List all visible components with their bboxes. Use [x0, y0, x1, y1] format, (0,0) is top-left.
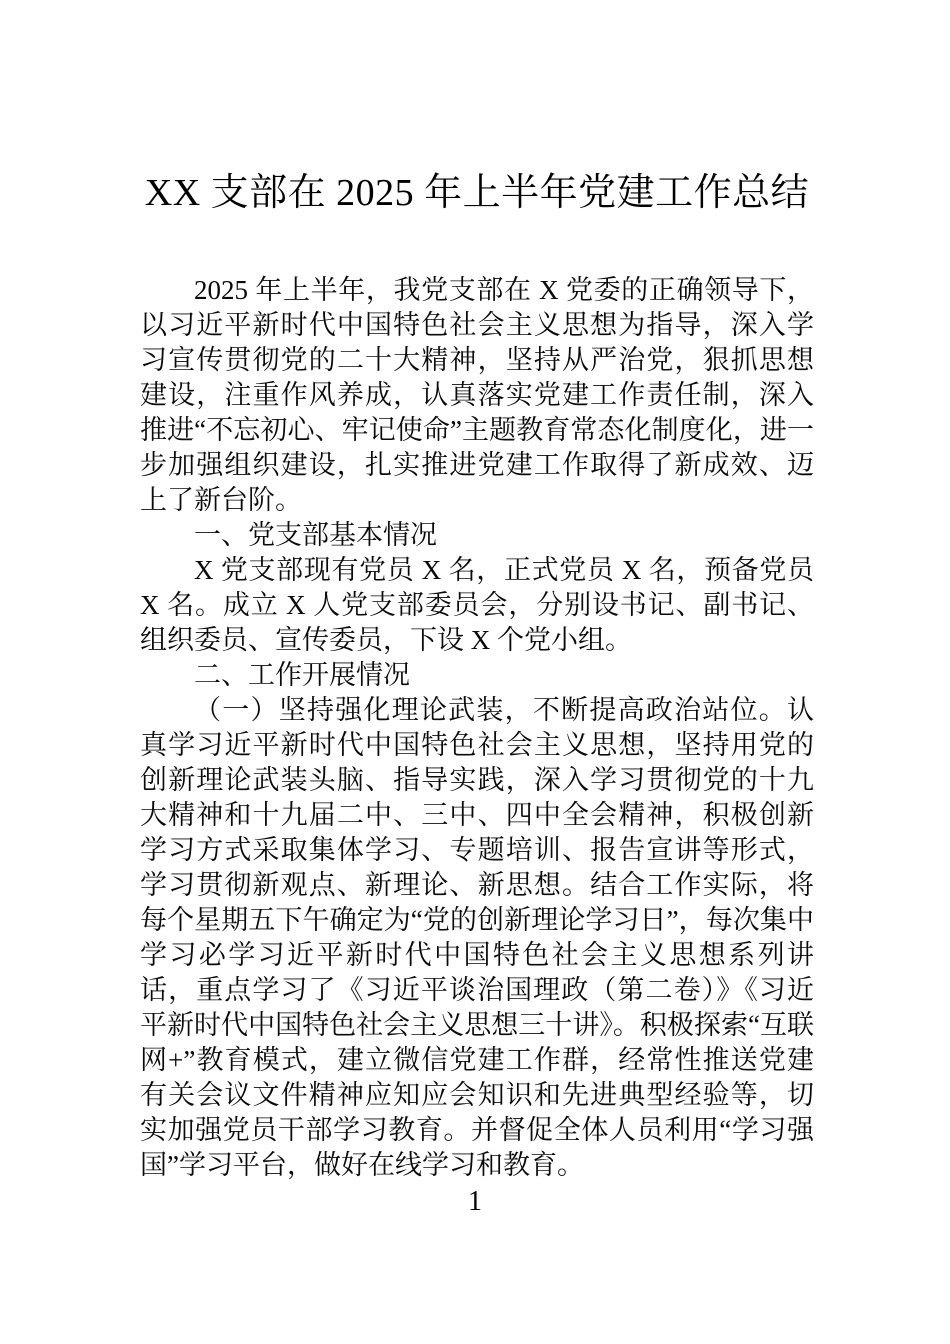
section-heading-work-progress: 二、工作开展情况: [194, 660, 410, 690]
page-number: 1: [468, 1186, 482, 1217]
document-title: XX 支部在 2025 年上半年党建工作总结: [144, 172, 810, 214]
paragraph-intro: 2025 年上半年，我党支部在 X 党委的正确领导下，以习近平新时代中国特色社会主义思想为指导，深入学习宣传贯彻党的二十大精神，坚持从严治党，狠抓思想建设，注重作风养成，认真落实党建工作责任制，深入推进“不忘初心、牢记使命”主题教育常态化制度化，进一步加强组织建设，扎实推进党建工作取得了新成效、迈上了新台阶。: [140, 275, 814, 515]
paragraph-basic-info: X 党支部现有党员 X 名，正式党员 X 名，预备党员 X 名。成立 X 人党支部委员会，分别设书记、副书记、组织委员、宣传委员，下设 X 个党小组。: [140, 555, 814, 655]
paragraph-work-progress: （一）坚持强化理论武装，不断提高政治站位。认真学习近平新时代中国特色社会主义思想，坚持用党的创新理论武装头脑、指导实践，深入学习贯彻党的十九大精神和十九届二中、三中、四中全会精神，积极创新学习方式采取集体学习、专题培训、报告宣讲等形式，学习贯彻新观点、新理论、新思想。结合工作实际，将每个星期五下午确定为“党的创新理论学习日”，每次集中学习必学习近平新时代中国特色社会主义思想系列讲话，重点学习了《习近平谈治国理政（第二卷）》《习近平新时代中国特色社会主义思想三十讲》。积极探索“互联网+”教育模式，建立微信党建工作群，经常性推送党建有关会议文件精神应知应会知识和先进典型经验等，切实加强党员干部学习教育。并督促全体人员利用“学习强国”学习平台，做好在线学习和教育。: [140, 695, 814, 1180]
section-heading-basic-info: 一、党支部基本情况: [194, 520, 437, 550]
